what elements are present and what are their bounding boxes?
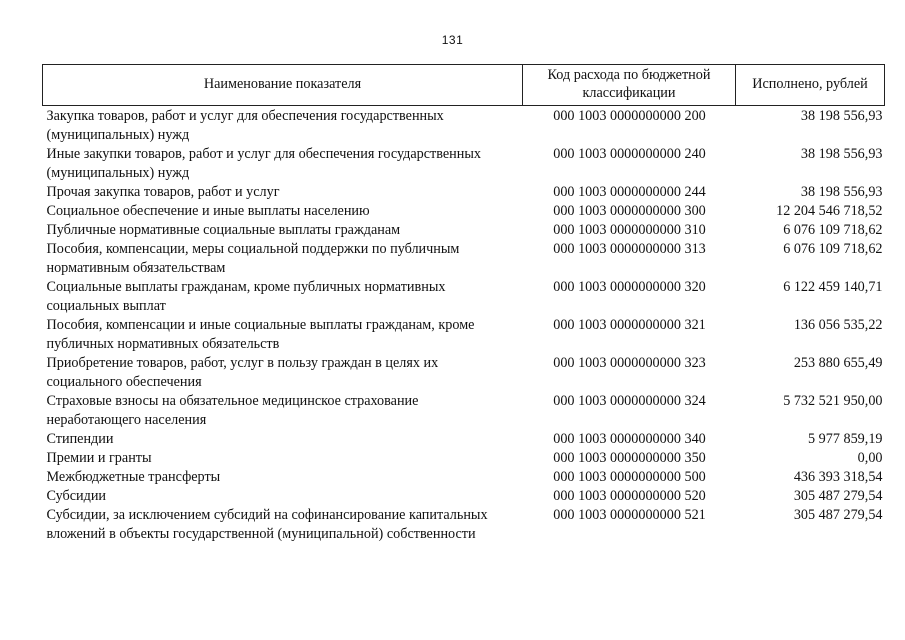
table-row — [43, 145, 885, 183]
row-code: 000 1003 0000000000 324 — [553, 393, 706, 409]
row-code: 000 1003 0000000000 240 — [553, 146, 706, 162]
table-row — [43, 183, 885, 202]
row-name: Публичные нормативные социальные выплаты гражданам — [46, 222, 401, 238]
table-row — [43, 240, 885, 278]
row-code: 000 1003 0000000000 200 — [553, 108, 706, 124]
row-name: Социальное обеспечение и иные выплаты населению — [46, 203, 370, 219]
row-name: Премии и гранты — [46, 450, 152, 466]
table-row — [43, 468, 885, 487]
row-code: 000 1003 0000000000 323 — [553, 355, 706, 371]
row-name: Иные закупки товаров, работ и услуг для обеспечения государственных (муниципальных) нужд — [46, 146, 481, 181]
row-code: 000 1003 0000000000 521 — [553, 507, 706, 523]
row-amount: 436 393 318,54 — [793, 469, 883, 485]
row-name: Приобретение товаров, работ, услуг в пользу граждан в целях их социального обеспечения — [46, 355, 439, 390]
table-row — [43, 487, 885, 506]
header-name: Наименование показателя — [43, 65, 523, 106]
row-code: 000 1003 0000000000 340 — [553, 431, 706, 447]
row-amount: 253 880 655,49 — [793, 355, 883, 371]
header-code: Код расхода по бюджетной классификации — [523, 65, 736, 106]
row-amount: 6 076 109 718,62 — [783, 241, 883, 257]
row-amount: 0,00 — [857, 450, 883, 466]
table-row — [43, 316, 885, 354]
table-row — [43, 221, 885, 240]
table-row — [43, 449, 885, 468]
table-row — [43, 506, 885, 544]
row-code: 000 1003 0000000000 350 — [553, 450, 706, 466]
table-row — [43, 278, 885, 316]
row-name: Социальные выплаты гражданам, кроме публичных нормативных социальных выплат — [46, 279, 446, 314]
row-amount: 6 076 109 718,62 — [783, 222, 883, 238]
row-amount: 38 198 556,93 — [800, 146, 883, 162]
table-row — [43, 202, 885, 221]
row-amount: 38 198 556,93 — [800, 108, 883, 124]
row-code: 000 1003 0000000000 500 — [553, 469, 706, 485]
row-name: Закупка товаров, работ и услуг для обеспечения государственных (муниципальных) нужд — [46, 108, 444, 143]
row-name: Прочая закупка товаров, работ и услуг — [46, 184, 280, 200]
table-row — [43, 430, 885, 449]
row-amount: 305 487 279,54 — [793, 488, 883, 504]
header-amount: Исполнено, рублей — [736, 65, 885, 106]
table-body — [43, 106, 885, 545]
row-code: 000 1003 0000000000 321 — [553, 317, 706, 333]
row-code: 000 1003 0000000000 520 — [553, 488, 706, 504]
row-amount: 12 204 546 718,52 — [776, 203, 883, 219]
row-amount: 136 056 535,22 — [793, 317, 883, 333]
row-name: Субсидии, за исключением субсидий на софинансирование капитальных вложений в объекты государственной (муниципальной) собственности — [46, 507, 488, 542]
expenditure-table — [42, 64, 885, 544]
row-code: 000 1003 0000000000 313 — [553, 241, 706, 257]
row-amount: 305 487 279,54 — [793, 507, 883, 523]
row-amount: 38 198 556,93 — [800, 184, 883, 200]
row-code: 000 1003 0000000000 244 — [553, 184, 706, 200]
table-row — [43, 106, 885, 146]
row-code: 000 1003 0000000000 300 — [553, 203, 706, 219]
table-header — [43, 65, 885, 106]
table-row — [43, 392, 885, 430]
row-name: Пособия, компенсации, меры социальной поддержки по публичным нормативным обязательствам — [46, 241, 460, 276]
row-name: Пособия, компенсации и иные социальные выплаты гражданам, кроме публичных нормативных обязательств — [46, 317, 475, 352]
row-amount: 5 977 859,19 — [808, 431, 883, 447]
table-row — [43, 354, 885, 392]
page-number: 131 — [441, 33, 464, 47]
row-code: 000 1003 0000000000 310 — [553, 222, 706, 238]
row-code: 000 1003 0000000000 320 — [553, 279, 706, 295]
row-name: Межбюджетные трансферты — [46, 469, 221, 485]
row-name: Стипендии — [46, 431, 114, 447]
row-amount: 5 732 521 950,00 — [783, 393, 883, 409]
row-name: Страховые взносы на обязательное медицинское страхование неработающего населения — [46, 393, 419, 428]
row-amount: 6 122 459 140,71 — [783, 279, 883, 295]
header-row — [43, 65, 885, 106]
row-name: Субсидии — [46, 488, 107, 504]
